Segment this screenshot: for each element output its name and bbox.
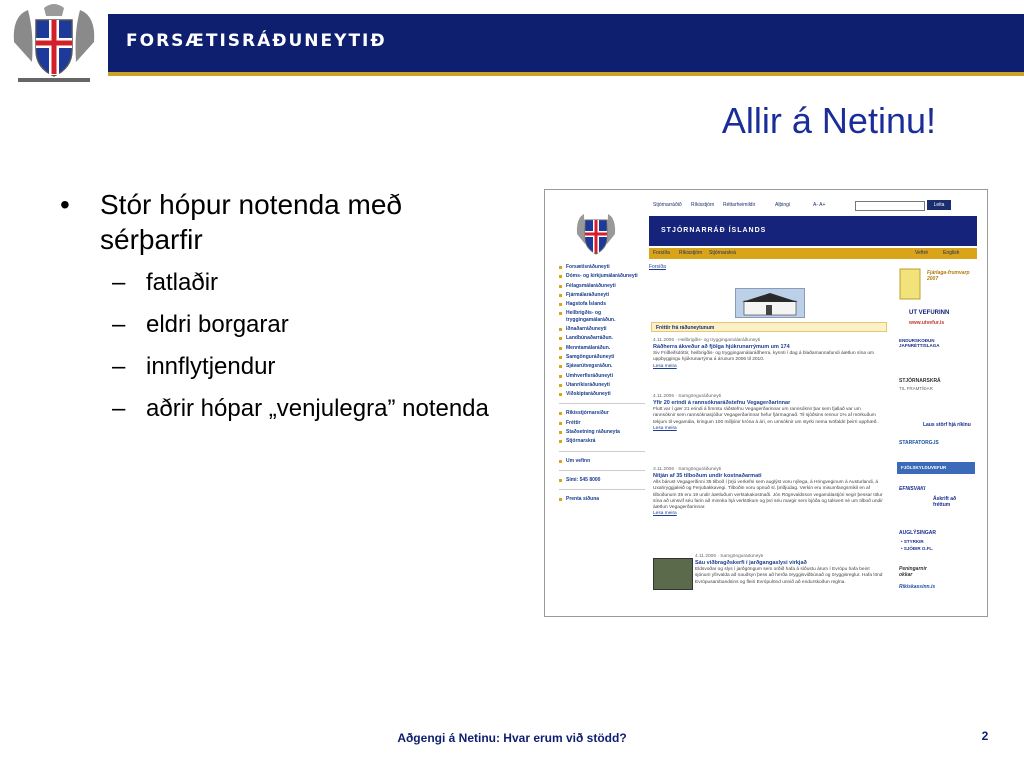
- budget-book-icon: [899, 268, 921, 300]
- site-menu-item[interactable]: Stjórnarskrá: [559, 438, 645, 444]
- site-menu-item[interactable]: Ríkisstjórnarsíður: [559, 410, 645, 416]
- site-banner-title: STJÓRNARRÁÐ ÍSLANDS: [661, 227, 767, 234]
- header-gold-line: [108, 72, 1024, 76]
- site-menu-item[interactable]: Dóms- og kirkjumálaráðuneyti: [559, 273, 645, 279]
- menu-divider: [559, 403, 645, 404]
- subbullet-text: aðrir hópar „venjulegra” notenda: [146, 395, 489, 422]
- site-search-button[interactable]: Leita: [927, 200, 951, 210]
- announcements-ad[interactable]: [897, 530, 975, 562]
- news-article: [653, 338, 883, 369]
- jobs-ad[interactable]: [897, 420, 975, 450]
- constitution-ad-subtitle: TIL FRAMTÍÐAR: [899, 386, 933, 391]
- article-title[interactable]: Ráðherra ákveður að fjölga hjúkrunarrýmum um 174: [653, 344, 790, 350]
- site-nav-item[interactable]: English: [943, 250, 960, 256]
- site-banner: [649, 216, 977, 246]
- subbullet: [60, 311, 500, 339]
- slide-footer: Aðgengi á Netinu: Hvar erum við stödd?: [397, 731, 627, 745]
- article-text: Eldsvoðar og slys í jarðgöngum sem orðið hafa á síðustu árum í Evrópu hafa beint sjónum yfirvalda að nauðsyn þess að herða öryggisviðbúnað og öryggisreglur. Hafa lönd Evrópusambandsins og fleiri Evrópulönd unnið að endurskoðun reglna.: [695, 567, 883, 585]
- site-menu-item[interactable]: Umhverfisráðuneyti: [559, 373, 645, 379]
- treasury-ad[interactable]: [897, 564, 975, 598]
- newsletter-ad[interactable]: [897, 486, 975, 526]
- constitution-ad-title: STJÓRNARSKRÁ: [899, 378, 941, 384]
- utvefur-title: UT VEFURINN: [909, 310, 950, 316]
- article-date: 4.11.2006 · Heilbrigðis- og tryggingamálaráðuneyti: [653, 338, 761, 343]
- article-title[interactable]: Sáu viðbragðskerfi í jarðgangaslysi virkjað: [695, 560, 807, 566]
- news-header: Fréttir frá ráðuneytunum: [651, 322, 887, 332]
- site-menu-item[interactable]: Viðskiptaráðuneyti: [559, 391, 645, 397]
- ministry-name: FORSÆTISRÁÐUNEYTIÐ: [126, 31, 387, 51]
- subbullet: [60, 395, 500, 423]
- page-number: 2: [981, 729, 989, 743]
- print-link[interactable]: Prenta síðuna: [559, 496, 645, 502]
- site-top-link[interactable]: Stjórnarráðið: [653, 202, 682, 208]
- subbullet-text: innflytjendur: [146, 353, 276, 380]
- site-menu-item[interactable]: Menntamálaráðun.: [559, 345, 645, 351]
- article-date: 4.11.2006 · Samgönguráðuneyti: [653, 394, 722, 399]
- treasury-ad-url: Rikiskassinn.is: [899, 584, 936, 590]
- announcements-item: • SJÓÐIR O.FL.: [901, 546, 934, 551]
- header-banner: [108, 14, 1024, 72]
- budget-ad[interactable]: [897, 268, 975, 302]
- site-crest-logo: [575, 210, 617, 256]
- site-menu-item[interactable]: Landbúnaðarráðun.: [559, 335, 645, 341]
- equality-ad[interactable]: [897, 338, 975, 372]
- site-menu-item[interactable]: Samgönguráðuneyti: [559, 354, 645, 360]
- building-photo: [735, 288, 805, 318]
- article-text: Flutt var í gær 21 erindi á fimmtu ráðstefnu Vegagerðarinnar um rannsóknir þar sem fjallað var um rannsóknir sem rannsóknasjóður Vegagerðarinnar hefur fjármagnað. Til sjóðsins rennur 1% af mörkuðum tekjum til vegamála, kringum 100 milljónir króna á ári, en umsóknir um styrki nema tvöfaldri þeirri upphæð.: [653, 407, 878, 425]
- read-more-link[interactable]: Lesa meira: [653, 425, 677, 431]
- article-text: Siv Friðleifsdóttir, heilbrigðis- og tryggingamálaráðherra, kynnti í dag á blaðamannafundi áætlun sína um uppbyggingu hjúkrunarrýma á árunum 2006 til 2010.: [653, 351, 875, 363]
- news-article: [653, 467, 883, 516]
- site-top-link[interactable]: Réttarheimildir: [723, 202, 756, 208]
- website-screenshot: [544, 189, 988, 617]
- coat-of-arms-logo: [8, 2, 100, 84]
- article-title[interactable]: Yfir 20 erindi á rannsóknaráðstefnu Vegagerðarinnar: [653, 400, 791, 406]
- jobs-ad-url: STARFATORG.IS: [899, 440, 939, 446]
- site-menu-item[interactable]: Iðnaðarráðuneyti: [559, 326, 645, 332]
- site-menu-item[interactable]: Um vefinn: [559, 458, 645, 464]
- site-main-column: [649, 264, 885, 585]
- article-text: Alls bárust Vegagerðinni 35 tilboð í þrjú verkefni sem auglýst voru nýlega, á Hringveginum á Austurlandi, á Uxahryggjaleið og Ferjubakkavegi. Tilboðin voru opnuð sl. þriðjudag. Verkin eru misumfangsmikil en af tilboðunum 35 eru 19 undir áætluðum verktakakostnaði. Jón Rögnvaldsson vegamálastjóri segir þessar tölur sína að umsvif séu farin að minnka hjá verktökum og því séu margir sem bjóða og talsvert sé um tilboð undir áætlun Vegagerðarinnar.: [653, 480, 883, 511]
- site-menu-item[interactable]: Forsætisráðuneyti: [559, 264, 645, 270]
- newsletter-ad-text: Áskrift að fréttum: [933, 496, 957, 508]
- site-phone: Sími: 545 8000: [559, 477, 645, 483]
- site-nav-item[interactable]: Ríkisstjórn: [679, 250, 703, 256]
- site-top-link[interactable]: Ríkisstjórn: [691, 202, 715, 208]
- news-article: [653, 554, 883, 614]
- font-size-controls[interactable]: A- A+: [813, 202, 826, 208]
- site-menu-item[interactable]: Fjármálaráðuneyti: [559, 292, 645, 298]
- site-breadcrumb[interactable]: Forsíða: [649, 264, 666, 270]
- equality-ad-text: ENDURSKOÐUN JAFNRÉTTISLAGA: [899, 338, 940, 348]
- menu-divider: [559, 470, 645, 471]
- bullet-main: [60, 187, 500, 257]
- bullet-dot-icon: •: [60, 189, 70, 220]
- site-nav-item[interactable]: Stjórnarskrá: [709, 250, 736, 256]
- dash-icon: –: [112, 269, 126, 296]
- dash-icon: –: [112, 311, 126, 338]
- slide-title: Allir á Netinu!: [721, 100, 936, 141]
- constitution-ad[interactable]: [897, 376, 975, 416]
- bullet-main-text: Stór hópur notenda með sérþarfir: [100, 189, 402, 255]
- site-menu-item[interactable]: Félagsmálaráðuneyti: [559, 283, 645, 289]
- menu-divider: [559, 451, 645, 452]
- site-menu-item[interactable]: Fréttir: [559, 420, 645, 426]
- subbullet: [60, 269, 500, 297]
- family-ad-text: FJÖLSKYLDUVEFUR: [901, 465, 947, 470]
- read-more-link[interactable]: Lesa meira: [653, 511, 677, 517]
- article-date: 4.11.2006 · Samgönguráðuneyti: [695, 554, 764, 559]
- article-thumbnail: [653, 558, 693, 590]
- subbullet: [60, 353, 500, 381]
- site-top-link[interactable]: Alþingi: [775, 202, 791, 208]
- site-menu-item[interactable]: Utanríkisráðuneyti: [559, 382, 645, 388]
- announcements-title: AUGLÝSINGAR: [899, 530, 936, 536]
- site-menu-item[interactable]: Hagstofa Íslands: [559, 301, 645, 307]
- bullet-list: [60, 187, 500, 423]
- site-menu-item[interactable]: Sjávarútvegsráðun.: [559, 363, 645, 369]
- site-nav-item[interactable]: Forsíða: [653, 250, 670, 256]
- dash-icon: –: [112, 395, 126, 422]
- utvefur-ad[interactable]: [897, 308, 975, 334]
- read-more-link[interactable]: Lesa meira: [653, 363, 677, 369]
- site-nav-bar: [649, 248, 977, 259]
- jobs-ad-text: Laus störf hjá ríkinu: [923, 422, 971, 428]
- article-title[interactable]: Nítján af 35 tilboðum undir kostnaðarmati: [653, 473, 762, 479]
- budget-ad-text: Fjárlaga-frumvarp 2007: [927, 270, 970, 282]
- site-menu-item[interactable]: Heilbrigðis- og tryggingamálaráðun.: [559, 310, 645, 323]
- menu-divider: [559, 489, 645, 490]
- site-search-input[interactable]: [855, 201, 925, 211]
- newsletter-ad-title: EFNISVAKI: [899, 486, 926, 492]
- news-article: [653, 394, 883, 431]
- announcements-item: • STYRKIR: [901, 539, 924, 544]
- dash-icon: –: [112, 353, 126, 380]
- utvefur-url: www.utvefur.is: [909, 320, 945, 326]
- treasury-ad-text: Peningarnir okkar: [899, 566, 927, 578]
- subbullet-text: fatlaðir: [146, 269, 219, 296]
- site-left-menu: [559, 264, 645, 506]
- subbullet-text: eldri borgarar: [146, 311, 289, 338]
- article-date: 3.11.2006 · Samgönguráðuneyti: [653, 467, 722, 472]
- site-menu-item[interactable]: Staðsetning ráðuneyta: [559, 429, 645, 435]
- family-ad[interactable]: [897, 462, 975, 474]
- site-nav-item[interactable]: Veftré: [915, 250, 929, 256]
